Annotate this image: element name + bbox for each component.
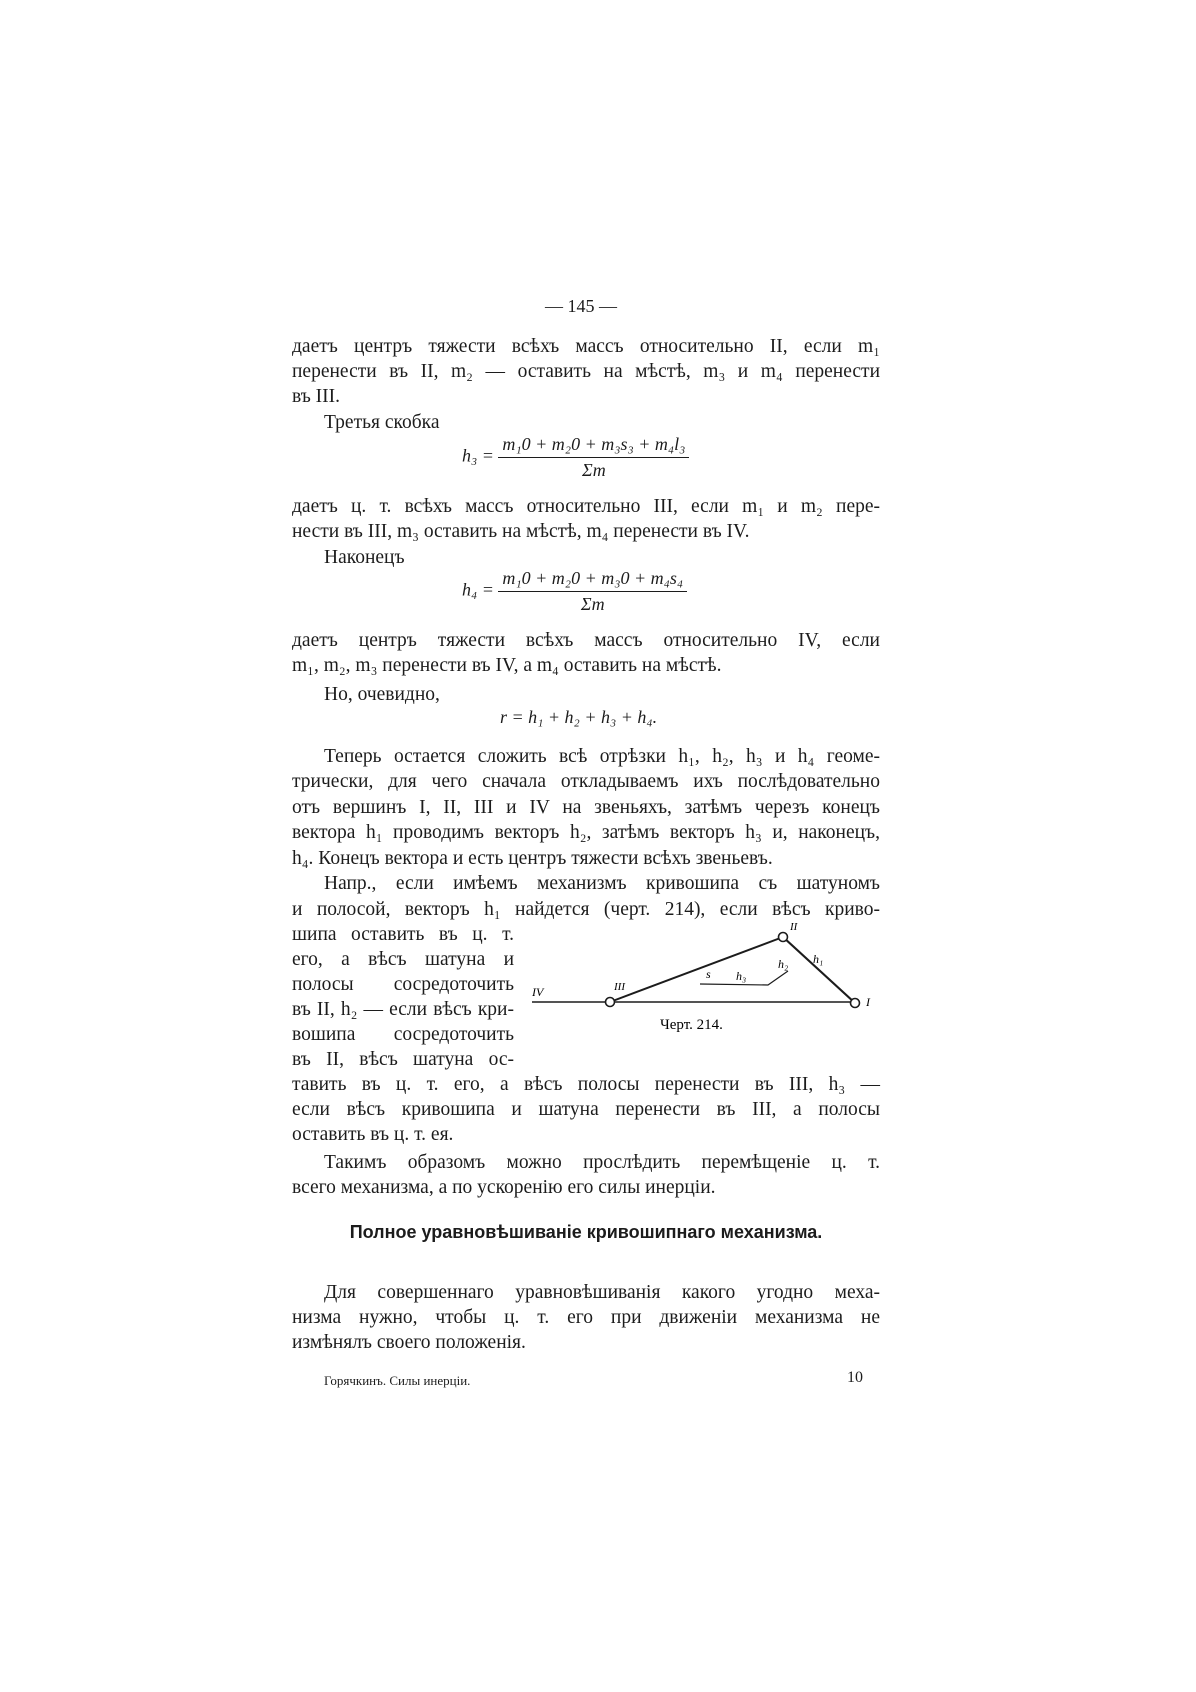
formula-h4-denominator: Σm xyxy=(580,594,605,614)
narrow-line-3: полосы сосредоточить xyxy=(292,974,514,995)
formula-h3-fraction xyxy=(498,434,689,481)
label-III: III xyxy=(614,981,625,993)
narrow-line-1: шипа оставить въ ц. т. xyxy=(292,924,514,945)
connecting-rod xyxy=(610,937,783,1002)
text-line-3: въ III. xyxy=(292,386,341,407)
formula-r-sum: r = h₁ + h₂ + h₃ + h₄. xyxy=(500,707,658,727)
narrow-line-5: вошипа сосредоточить xyxy=(292,1024,514,1045)
text-line-21: Такимъ образомъ можно прослѣдить перемѣщеніе ц. т. xyxy=(324,1152,880,1173)
formula-h4-fraction xyxy=(498,568,687,615)
figure-214 xyxy=(528,918,880,1036)
text-line-4: Третья скобка xyxy=(324,412,440,433)
label-IV: IV xyxy=(532,985,544,999)
label-h3: h₃ xyxy=(736,969,747,983)
footer-signature-number: 10 xyxy=(847,1369,863,1386)
text-line-10: Но, очевидно, xyxy=(324,684,440,705)
text-line-6: нести въ III, m₃ оставить на мѣстѣ, m₄ перенести въ IV. xyxy=(292,521,750,542)
section-heading: Полное уравновѣшиваніе кривошипнаго механизма. xyxy=(349,1222,823,1242)
formula-h4-numerator: m₁0 + m₂0 + m₃0 + m₄s₄ xyxy=(498,568,687,592)
formula-h3 xyxy=(462,434,689,481)
text-line-18: тавить въ ц. т. его, а вѣсъ полосы перенести въ III, h₃ — xyxy=(292,1074,880,1095)
text-line-15: h₄. Конецъ вектора и есть центръ тяжести всѣхъ звеньевъ. xyxy=(292,848,773,869)
text-line-19: если вѣсъ кривошипа и шатуна перенести въ III, а полосы xyxy=(292,1099,880,1120)
formula-h3-denominator: Σm xyxy=(582,460,606,480)
text-line-12: трически, для чего сначала откладываемъ ихъ послѣдовательно xyxy=(292,771,880,792)
joint-I xyxy=(851,999,860,1008)
formula-h4 xyxy=(462,568,687,615)
figure-caption: Черт. 214. xyxy=(660,1017,723,1033)
narrow-line-6: въ II, вѣсъ шатуна ос- xyxy=(292,1049,514,1070)
text-line-22: всего механизма, а по ускоренію его силы инерціи. xyxy=(292,1177,716,1198)
label-I: I xyxy=(866,995,870,1009)
formula-h4-lhs: h₄ = xyxy=(462,579,494,600)
label-h2: h₂ xyxy=(778,957,789,971)
text-line-25: измѣнялъ своего положенія. xyxy=(292,1332,526,1353)
crank xyxy=(783,937,855,1003)
narrow-line-2: его, а вѣсъ шатуна и xyxy=(292,949,514,970)
text-line-7: Наконецъ xyxy=(324,547,405,568)
joint-III xyxy=(606,998,615,1007)
text-line-5: даетъ ц. т. всѣхъ массъ относительно III, если m₁ и m₂ пере- xyxy=(292,496,880,517)
formula-h3-lhs: h₃ = xyxy=(462,445,494,466)
text-line-2: перенести въ II, m₂ — оставить на мѣстѣ, m₃ и m₄ перенести xyxy=(292,361,880,382)
footer-author-title: Горячкинъ. Силы инерціи. xyxy=(324,1373,471,1388)
text-line-20: оставить въ ц. т. ея. xyxy=(292,1124,454,1145)
text-line-17: и полосой, векторъ h₁ найдется (черт. 214), если вѣсъ криво- xyxy=(292,899,880,920)
text-line-16: Напр., если имѣемъ механизмъ кривошипа съ шатуномъ xyxy=(324,873,880,894)
narrow-line-4: въ II, h₂ — если вѣсъ кри- xyxy=(292,999,514,1020)
page-number: — 145 — xyxy=(545,296,617,316)
label-h1: h₁ xyxy=(813,952,824,966)
text-line-24: низма нужно, чтобы ц. т. его при движеніи механизма не xyxy=(292,1307,880,1328)
text-line-1: даетъ центръ тяжести всѣхъ массъ относительно II, если m₁ xyxy=(292,336,880,357)
text-line-8: даетъ центръ тяжести всѣхъ массъ относительно IV, если xyxy=(292,630,880,651)
label-s: s xyxy=(706,967,711,981)
label-II: II xyxy=(790,921,798,933)
text-line-23: Для совершеннаго уравновѣшиванія какого угодно меха- xyxy=(324,1282,880,1303)
formula-h3-numerator: m₁0 + m₂0 + m₃s₃ + m₄l₃ xyxy=(498,434,689,458)
text-line-9: m₁, m₂, m₃ перенести въ IV, а m₄ оставить на мѣстѣ. xyxy=(292,655,722,676)
text-line-14: вектора h₁ проводимъ векторъ h₂, затѣмъ векторъ h₃ и, наконецъ, xyxy=(292,822,880,843)
joint-II xyxy=(779,933,788,942)
text-line-11: Теперь остается сложить всѣ отрѣзки h₁, h₂, h₃ и h₄ геоме- xyxy=(324,746,880,767)
text-line-13: отъ вершинъ I, II, III и IV на звеньяхъ, затѣмъ черезъ конецъ xyxy=(292,797,880,818)
